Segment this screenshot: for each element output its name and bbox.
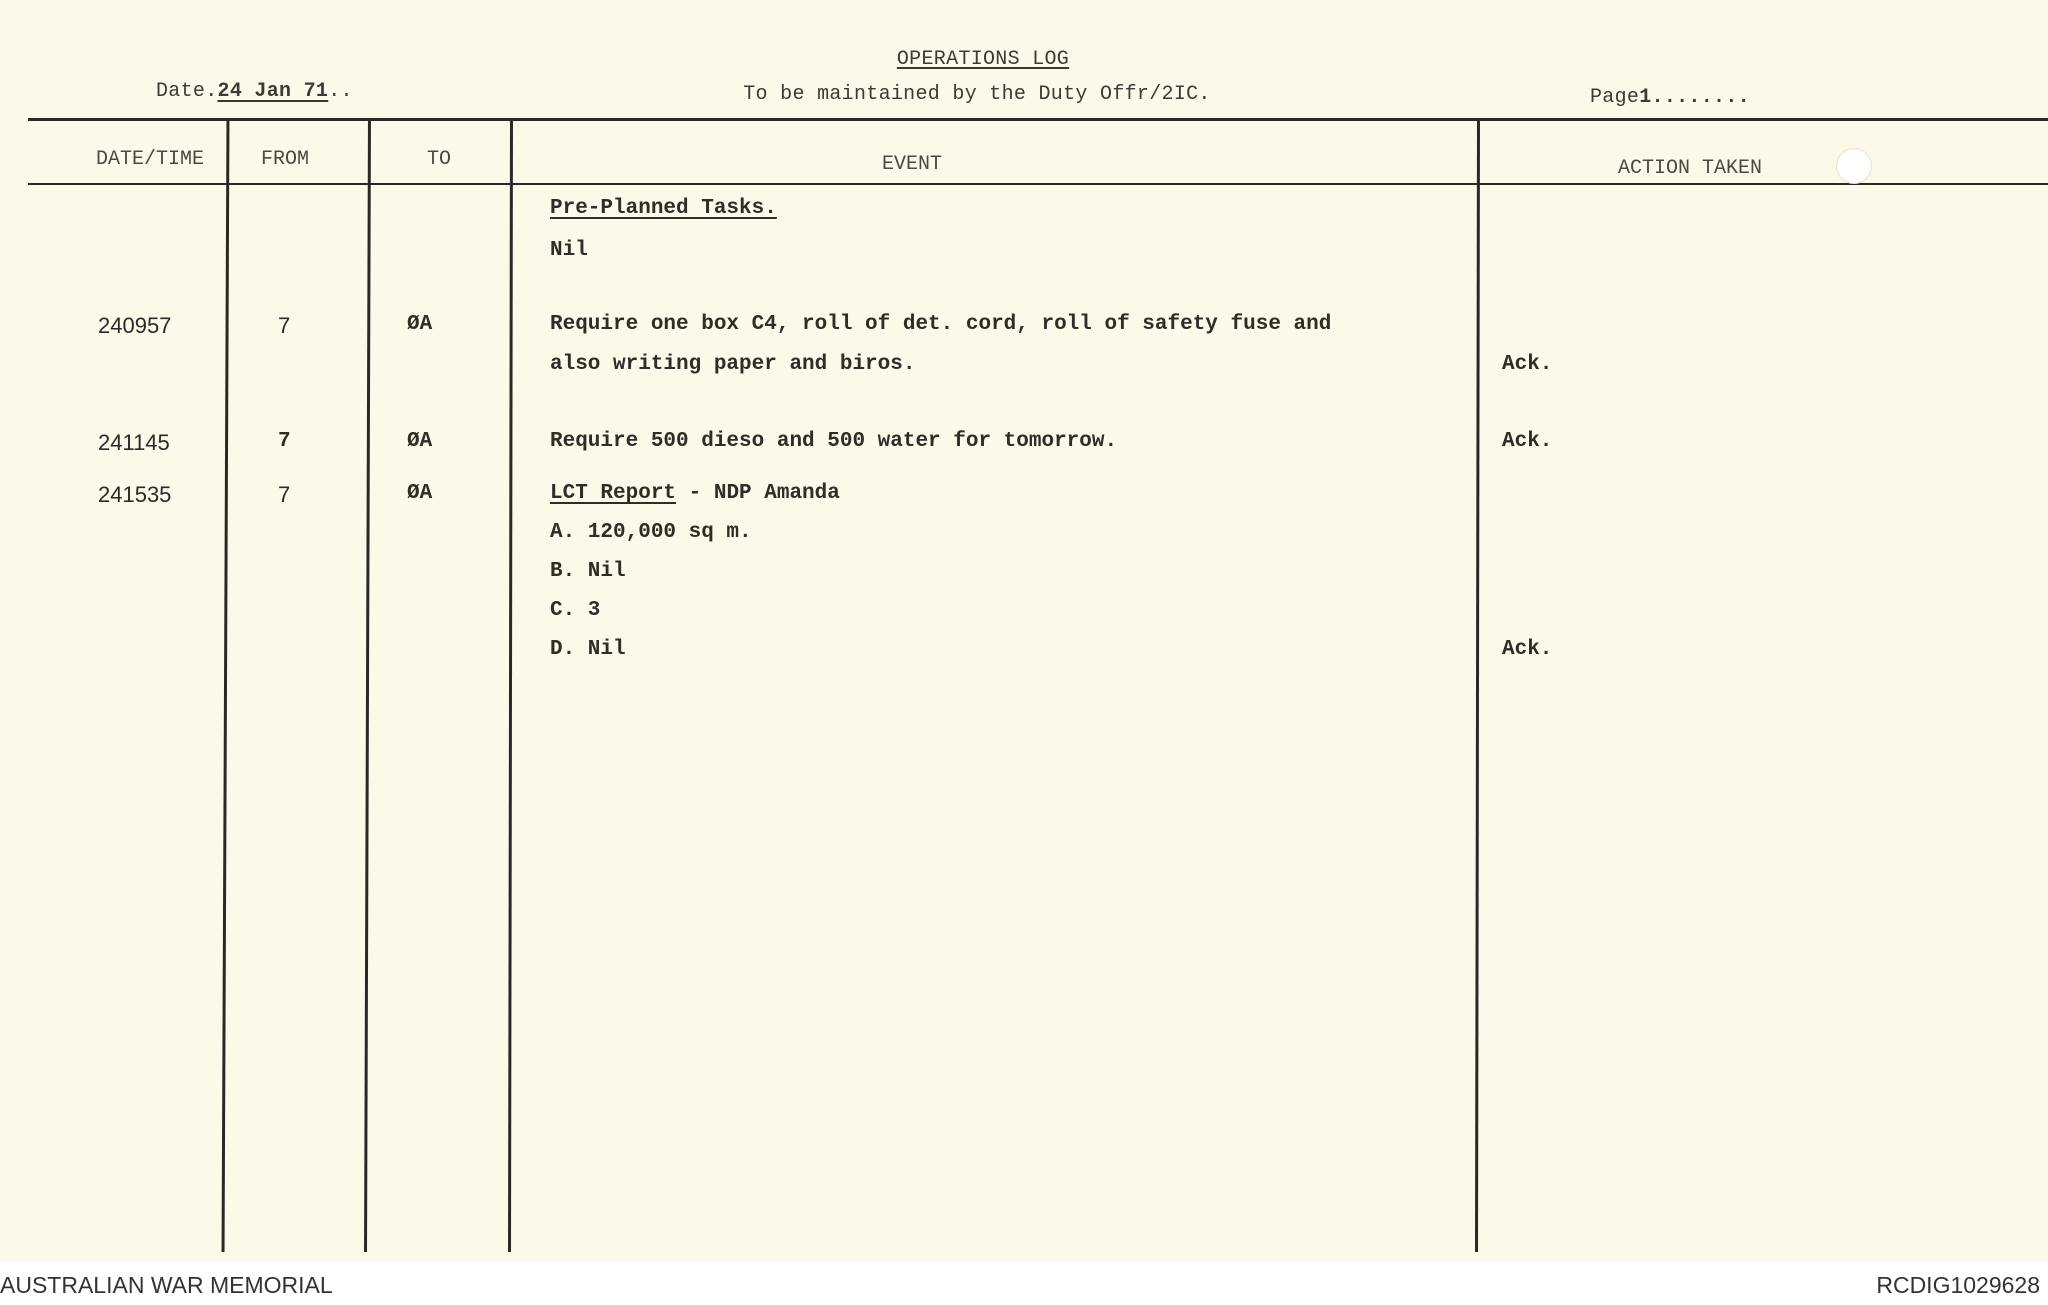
date-label: Date. bbox=[156, 80, 218, 103]
page-trail: ........ bbox=[1651, 86, 1750, 109]
punch-hole bbox=[1836, 148, 1872, 184]
row3-line-d: D. Nil bbox=[550, 638, 626, 661]
top-rule bbox=[28, 118, 2048, 121]
page-subtitle: To be maintained by the Duty Offr/2IC. bbox=[743, 83, 1211, 106]
page-number-field bbox=[1590, 86, 1750, 109]
row2-datetime: 241145 bbox=[98, 430, 170, 455]
row1-event-line2: also writing paper and biros. bbox=[550, 353, 916, 376]
row3-event-heading bbox=[550, 482, 840, 505]
row1-datetime: 240957 bbox=[98, 313, 172, 338]
col-header-event: EVENT bbox=[881, 153, 943, 176]
header-rule bbox=[28, 183, 2048, 185]
row1-action: Ack. bbox=[1502, 353, 1553, 376]
page-title: OPERATIONS LOG bbox=[896, 48, 1070, 71]
row3-event-heading-rest: - NDP Amanda bbox=[676, 482, 840, 505]
divider-to-event bbox=[508, 120, 513, 1252]
row1-event-line1: Require one box C4, roll of det. cord, roll of safety fuse and bbox=[550, 313, 1332, 336]
col-header-to: TO bbox=[426, 148, 452, 171]
row3-event-heading-underlined: LCT Report bbox=[550, 482, 677, 505]
row3-line-c: C. 3 bbox=[550, 599, 601, 622]
col-header-datetime: DATE/TIME bbox=[95, 148, 205, 171]
date-field bbox=[156, 80, 353, 103]
row2-from: 7 bbox=[278, 430, 291, 453]
preplanned-heading: Pre-Planned Tasks. bbox=[550, 197, 777, 220]
divider-datetime-from bbox=[222, 120, 230, 1252]
row2-event: Require 500 dieso and 500 water for tomorrow. bbox=[550, 430, 1118, 453]
divider-from-to bbox=[364, 120, 371, 1252]
row2-to: ØA bbox=[407, 430, 433, 453]
row1-to: ØA bbox=[407, 313, 433, 336]
col-header-action: ACTION TAKEN bbox=[1617, 157, 1763, 180]
page-label: Page bbox=[1590, 86, 1640, 109]
row3-line-b: B. Nil bbox=[550, 560, 626, 583]
col-header-from: FROM bbox=[260, 148, 310, 171]
divider-event-action bbox=[1475, 120, 1480, 1252]
page-value: 1 bbox=[1639, 86, 1652, 109]
preplanned-nil: Nil bbox=[550, 239, 588, 262]
row2-action: Ack. bbox=[1502, 430, 1553, 453]
row3-from: 7 bbox=[278, 482, 291, 507]
footer-record-id: RCDIG1029628 bbox=[1876, 1272, 2040, 1298]
row3-action: Ack. bbox=[1502, 638, 1553, 661]
row3-to: ØA bbox=[407, 482, 433, 505]
row1-from: 7 bbox=[278, 313, 291, 338]
footer-credit: AUSTRALIAN WAR MEMORIAL bbox=[0, 1272, 333, 1298]
date-value: 24 Jan 71 bbox=[217, 80, 329, 103]
row3-datetime: 241535 bbox=[98, 482, 172, 507]
row3-line-a: A. 120,000 sq m. bbox=[550, 521, 752, 544]
date-trail: .. bbox=[328, 80, 353, 103]
